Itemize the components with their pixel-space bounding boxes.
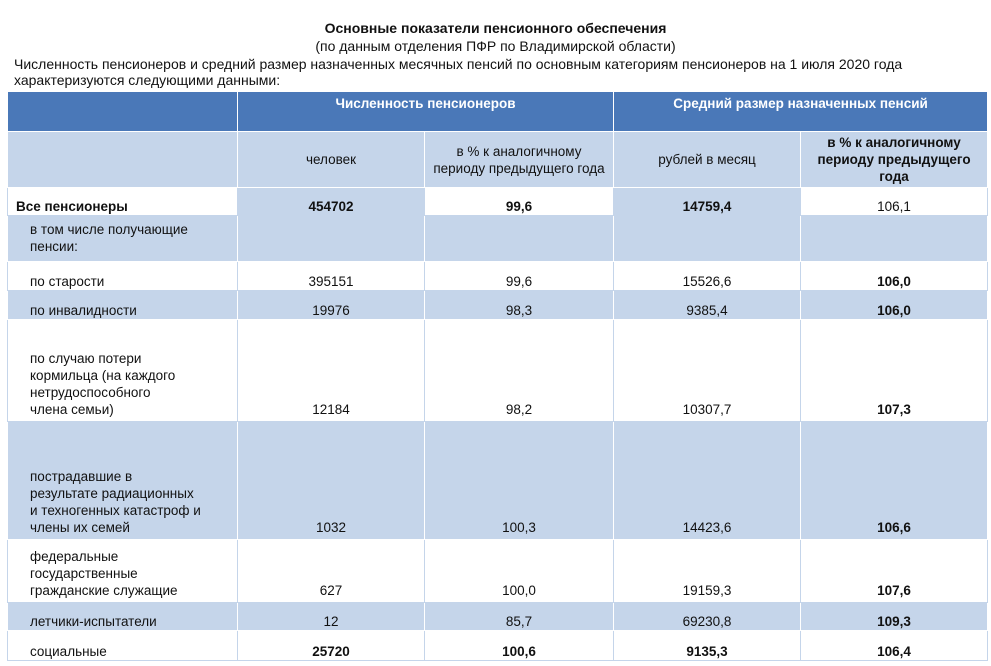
row-label: социальные bbox=[8, 631, 238, 661]
row-pct2: 109,3 bbox=[801, 603, 988, 631]
row-rub bbox=[614, 216, 801, 262]
row-pct2: 106,1 bbox=[801, 188, 988, 216]
row-rub: 15526,6 bbox=[614, 262, 801, 291]
row-people: 454702 bbox=[238, 188, 425, 216]
table-row bbox=[8, 320, 988, 422]
header-col-people: человек bbox=[238, 132, 425, 188]
header-sub-empty bbox=[8, 132, 238, 188]
header-group-average: Средний размер назначенных пенсий bbox=[614, 92, 988, 132]
table-row bbox=[8, 262, 988, 291]
row-pct2: 106,6 bbox=[801, 422, 988, 540]
row-rub: 9385,4 bbox=[614, 291, 801, 320]
row-pct1: 100,6 bbox=[425, 631, 614, 661]
row-pct1: 98,2 bbox=[425, 320, 614, 422]
row-label: летчики-испытатели bbox=[8, 603, 238, 631]
pension-table bbox=[7, 91, 988, 661]
row-pct2: 107,3 bbox=[801, 320, 988, 422]
row-pct1: 99,6 bbox=[425, 262, 614, 291]
row-label: федеральные государственные гражданские служащие bbox=[8, 540, 238, 603]
row-label: Все пенсионеры bbox=[8, 188, 238, 216]
row-label: по инвалидности bbox=[8, 291, 238, 320]
table-row bbox=[8, 188, 988, 216]
header-group-row bbox=[8, 92, 988, 132]
row-pct1: 100,0 bbox=[425, 540, 614, 603]
row-rub: 14759,4 bbox=[614, 188, 801, 216]
table-row bbox=[8, 603, 988, 631]
row-label: пострадавшие в результате радиационных и техногенных катастроф и члены их семей bbox=[8, 422, 238, 540]
row-pct2: 106,0 bbox=[801, 291, 988, 320]
row-people: 627 bbox=[238, 540, 425, 603]
row-pct1: 100,3 bbox=[425, 422, 614, 540]
row-people: 19976 bbox=[238, 291, 425, 320]
row-pct2: 106,0 bbox=[801, 262, 988, 291]
row-pct1: 98,3 bbox=[425, 291, 614, 320]
row-people: 12184 bbox=[238, 320, 425, 422]
row-pct2: 106,4 bbox=[801, 631, 988, 661]
table-row bbox=[8, 216, 988, 262]
table-row bbox=[8, 291, 988, 320]
page-subtitle: (по данным отделения ПФР по Владимирской области) bbox=[315, 38, 676, 54]
header-empty-cell bbox=[8, 92, 238, 132]
row-rub: 9135,3 bbox=[614, 631, 801, 661]
row-rub: 19159,3 bbox=[614, 540, 801, 603]
row-label: по случаю потери кормильца (на каждого нетрудоспособного члена семьи) bbox=[8, 320, 238, 422]
table-row bbox=[8, 540, 988, 603]
table-row bbox=[8, 422, 988, 540]
table-row bbox=[8, 631, 988, 661]
header-sub-row bbox=[8, 132, 988, 188]
row-pct1: 99,6 bbox=[425, 188, 614, 216]
header-col-pct2: в % к аналогичному периоду предыдущего года bbox=[801, 132, 988, 188]
page-title: Основные показатели пенсионного обеспечения bbox=[324, 20, 667, 36]
row-rub: 14423,6 bbox=[614, 422, 801, 540]
row-pct2 bbox=[801, 216, 988, 262]
row-people: 395151 bbox=[238, 262, 425, 291]
row-label: по старости bbox=[8, 262, 238, 291]
row-people bbox=[238, 216, 425, 262]
row-pct1: 85,7 bbox=[425, 603, 614, 631]
header-col-rub: рублей в месяц bbox=[614, 132, 801, 188]
row-people: 25720 bbox=[238, 631, 425, 661]
row-label: в том числе получающие пенсии: bbox=[8, 216, 238, 262]
row-rub: 10307,7 bbox=[614, 320, 801, 422]
row-people: 1032 bbox=[238, 422, 425, 540]
header-col-pct1: в % к аналогичному периоду предыдущего года bbox=[425, 132, 614, 188]
row-people: 12 bbox=[238, 603, 425, 631]
header-group-count: Численность пенсионеров bbox=[238, 92, 614, 132]
row-pct1 bbox=[425, 216, 614, 262]
row-pct2: 107,6 bbox=[801, 540, 988, 603]
intro-text: Численность пенсионеров и средний размер назначенных месячных пенсий по основным категориям пенсионеров на 1 июля 2020 года характеризуются следующими данными: bbox=[14, 56, 903, 88]
row-rub: 69230,8 bbox=[614, 603, 801, 631]
